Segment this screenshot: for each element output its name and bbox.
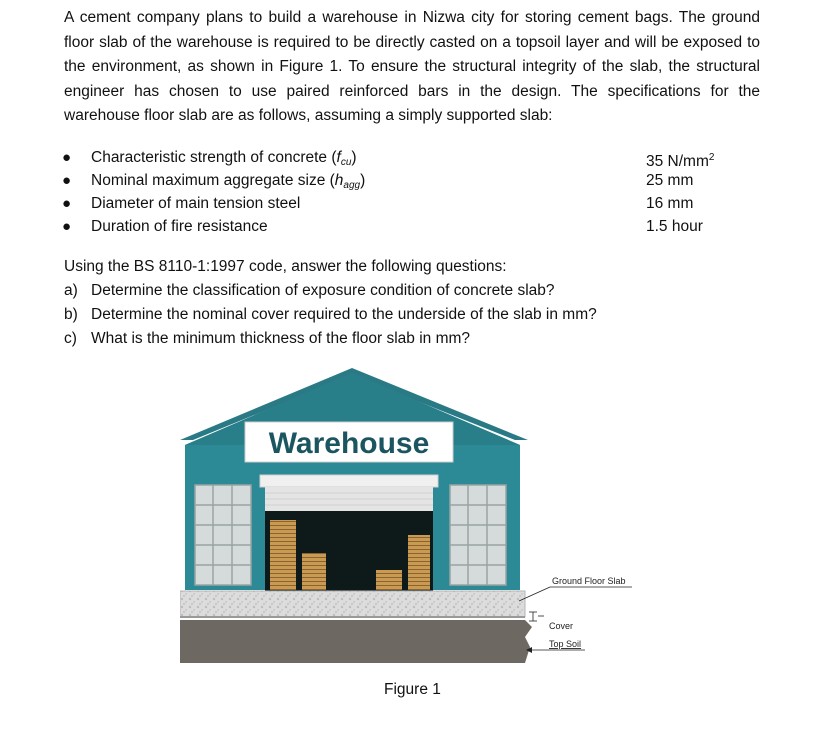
bullet-icon: ● [62, 218, 72, 235]
cement-bag-stack [302, 553, 326, 590]
spec-label: Duration of fire resistance [91, 218, 268, 235]
spec-value: 25 mm [646, 172, 694, 189]
spec-label: Characteristic strength of concrete $(f_{cu})$ [91, 149, 357, 168]
warehouse-sign-text: Warehouse [268, 427, 430, 460]
spec-value: 16 mm [646, 195, 694, 212]
bullet-icon: ● [62, 172, 72, 189]
warehouse-figure [180, 365, 650, 665]
spec-label: Nominal maximum aggregate size $(h_{agg})$ [91, 172, 366, 191]
question-item: b) Determine the nominal cover required to the underside of the slab in mm? [64, 306, 597, 323]
right-windows [450, 485, 506, 585]
bullet-icon: ● [62, 149, 72, 166]
questions-intro: Using the BS 8110-1:1997 code, answer the following questions: [64, 258, 507, 275]
top-soil-label: Top Soil [549, 639, 582, 649]
cement-bag-stack [408, 535, 430, 590]
spec-value: 1.5 hour [646, 218, 703, 235]
cement-bag-stack [270, 520, 296, 590]
figure-caption: Figure 1 [384, 681, 441, 698]
top-soil [180, 620, 532, 663]
spec-label: Diameter of main tension steel [91, 195, 301, 212]
ground-floor-slab [180, 591, 525, 617]
specification-list [62, 146, 762, 238]
intro-paragraph: A cement company plans to build a warehouse in Nizwa city for storing cement bags. The ground floor slab of the warehouse is required to be directly casted on a topsoil layer and will be exposed to the environment, as shown in Figure 1. To ensure the structural integrity of the slab, the structural engineer has chosen to use paired reinforced bars in the design. The specifications for the warehouse floor slab are as follows, assuming a simply supported slab: [64, 9, 760, 124]
question-item: a) Determine the classification of exposure condition of concrete slab? [64, 282, 555, 299]
spec-value: 35 $N/mm^2$ [646, 152, 715, 170]
ground-floor-slab-label: Ground Floor Slab [552, 576, 626, 586]
spec-item [62, 169, 762, 192]
spec-item [62, 192, 762, 215]
questions-block [64, 255, 764, 351]
spec-item [62, 146, 762, 169]
bullet-icon: ● [62, 195, 72, 212]
left-windows [195, 485, 251, 585]
cover-label: Cover [549, 621, 574, 631]
question-item: c) What is the minimum thickness of the floor slab in mm? [64, 330, 471, 347]
cement-bag-stack [376, 570, 402, 590]
spec-item [62, 215, 762, 238]
